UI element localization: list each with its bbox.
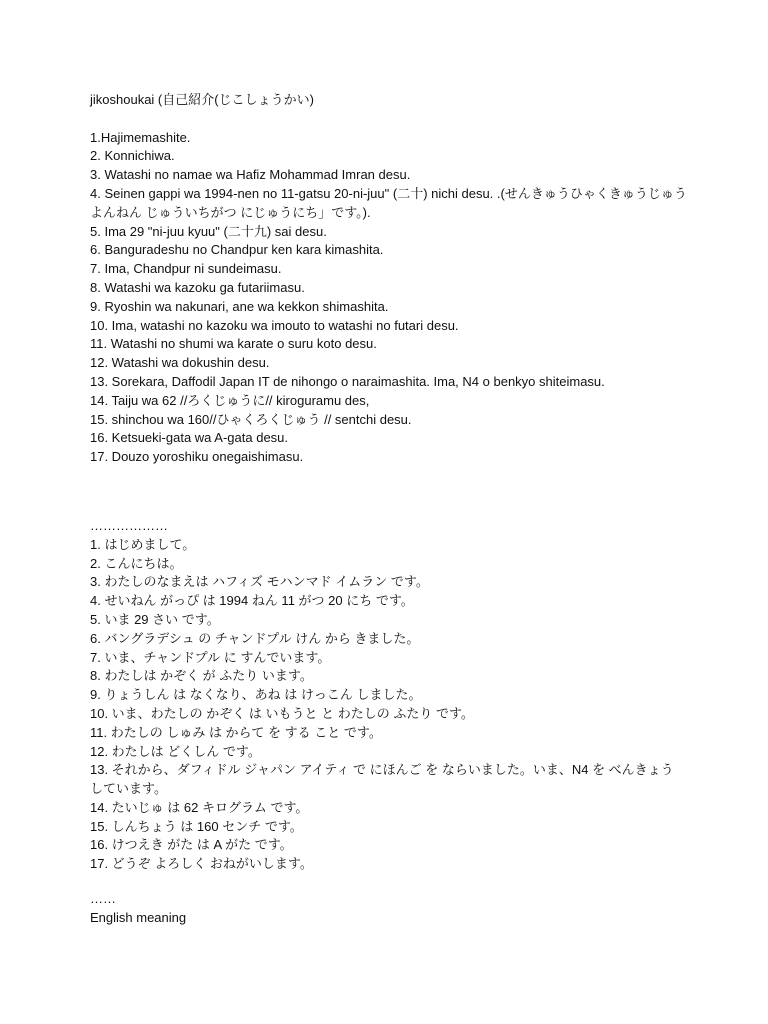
romaji-line: 15. shinchou wa 160//ひゃくろくじゅう // sentchi desu. bbox=[90, 411, 412, 427]
romaji-line: 8. Watashi wa kazoku ga futariimasu. bbox=[90, 279, 305, 295]
romaji-line: 13. Sorekara, Daffodil Japan IT de nihongo o naraimashita. Ima, N4 o benkyo shiteimasu. bbox=[90, 373, 605, 389]
kana-line: 6. バングラデシュ の チャンドプル けん から きました。 bbox=[90, 630, 420, 646]
kana-line: 3. わたしのなまえは ハフィズ モハンマド イムラン です。 bbox=[90, 574, 429, 590]
romaji-line: 14. Taiju wa 62 //ろくじゅうに// kiroguramu des, bbox=[90, 392, 370, 408]
romaji-line: 1.Hajimemashite. bbox=[90, 129, 191, 145]
page-title: jikoshoukai (自己紹介(じこしょうかい) bbox=[90, 92, 314, 107]
romaji-line: 5. Ima 29 "ni-juu kyuu" (二十九) sai desu. bbox=[90, 223, 327, 239]
kana-line: 4. せいねん がっぴ は 1994 ねん 11 がつ 20 にち です。 bbox=[90, 593, 414, 609]
spacer bbox=[90, 467, 690, 517]
spacer bbox=[90, 874, 690, 890]
kana-line: 10. いま、わたしの かぞく は いもうと と わたしの ふたり です。 bbox=[90, 705, 474, 721]
kana-line: 11. わたしの しゅみ は からて を する こと です。 bbox=[90, 724, 382, 740]
romaji-line: 11. Watashi no shumi wa karate o suru koto desu. bbox=[90, 336, 377, 352]
romaji-list bbox=[90, 129, 690, 467]
spacer bbox=[90, 110, 690, 129]
kana-list bbox=[90, 536, 690, 874]
kana-line: 9. りょうしん は なくなり、あね は けっこん しました。 bbox=[90, 687, 422, 703]
romaji-line: 7. Ima, Chandpur ni sundeimasu. bbox=[90, 261, 282, 277]
romaji-line: 10. Ima, watashi no kazoku wa imouto to watashi no futari desu. bbox=[90, 317, 459, 333]
kana-line: 15. しんちょう は 160 センチ です。 bbox=[90, 818, 303, 834]
kana-line: 17. どうぞ よろしく おねがいします。 bbox=[90, 856, 313, 872]
romaji-line: 6. Banguradeshu no Chandpur ken kara kimashita. bbox=[90, 242, 384, 258]
kana-line: 1. はじめまして。 bbox=[90, 536, 196, 552]
separator: ……………… bbox=[90, 517, 168, 533]
kana-line: 5. いま 29 さい です。 bbox=[90, 611, 220, 627]
romaji-line: 9. Ryoshin wa nakunari, ane wa kekkon shimashita. bbox=[90, 298, 389, 314]
separator: …… bbox=[90, 891, 116, 907]
section-heading: English meaning bbox=[90, 909, 187, 925]
kana-line: 7. いま、チャンドプル に すんでいます。 bbox=[90, 649, 331, 665]
kana-line: 13. それから、ダフィドル ジャパン アイティ で にほんご を ならいました。いま、N4 を べんきょう しています。 bbox=[90, 762, 674, 797]
kana-line: 2. こんにちは。 bbox=[90, 555, 183, 571]
romaji-line: 4. Seinen gappi wa 1994-nen no 11-gatsu 20-ni-juu" (二十) nichi desu. .(せんきゅうひゃくきゅうじゅうよんねん じゅういちがつ にじゅうにち」です。). bbox=[90, 185, 687, 220]
romaji-line: 3. Watashi no namae wa Hafiz Mohammad Imran desu. bbox=[90, 167, 411, 183]
romaji-line: 12. Watashi wa dokushin desu. bbox=[90, 355, 270, 371]
kana-line: 8. わたしは かぞく が ふたり います。 bbox=[90, 668, 313, 684]
kana-line: 16. けつえき がた は A がた です。 bbox=[90, 837, 293, 853]
kana-line: 14. たいじゅ は 62 キログラム です。 bbox=[90, 799, 309, 815]
romaji-line: 17. Douzo yoroshiku onegaishimasu. bbox=[90, 449, 304, 465]
romaji-line: 16. Ketsueki-gata wa A-gata desu. bbox=[90, 430, 289, 446]
romaji-line: 2. Konnichiwa. bbox=[90, 148, 175, 164]
kana-line: 12. わたしは どくしん です。 bbox=[90, 743, 261, 759]
document-page bbox=[90, 91, 690, 928]
